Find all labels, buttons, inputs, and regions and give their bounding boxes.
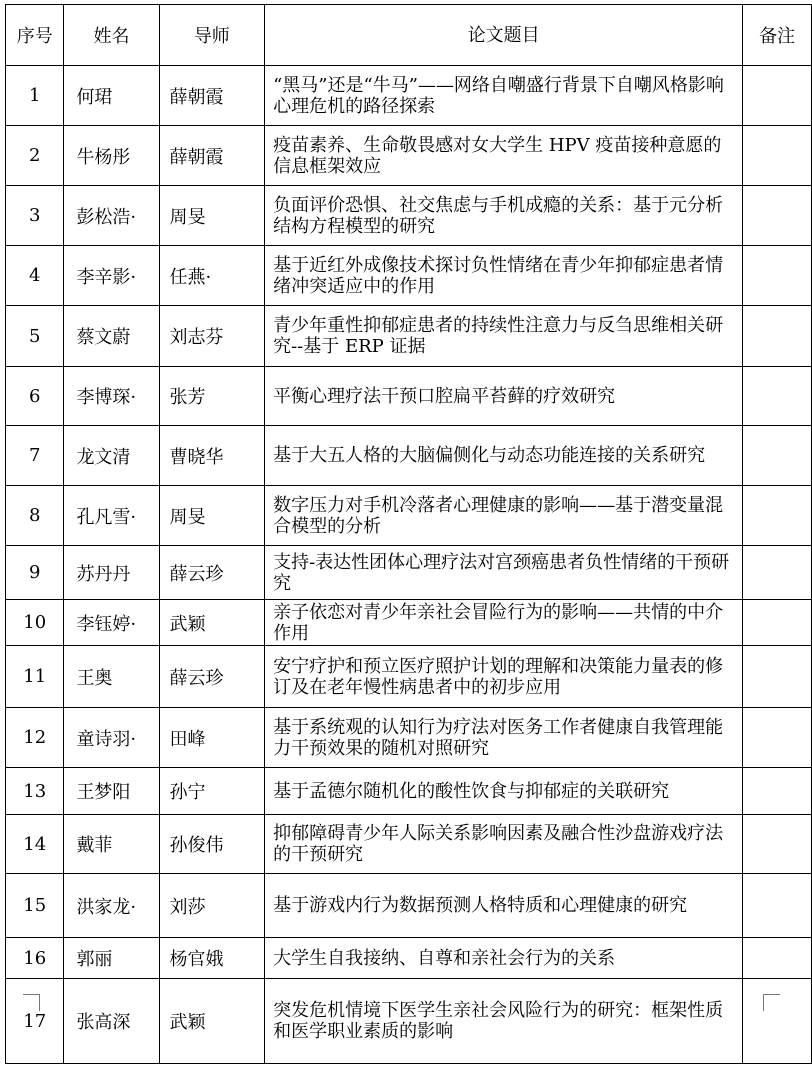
corner-mark-right — [763, 994, 780, 1011]
cell-name: 龙文清 — [64, 426, 159, 486]
cell-advisor: 刘莎 — [159, 874, 265, 938]
cell-no: 2 — [6, 126, 64, 186]
cell-advisor: 薛朝霞 — [159, 66, 265, 126]
cell-advisor: 周旻 — [159, 486, 265, 546]
header-advisor: 导师 — [159, 5, 265, 66]
cell-note — [743, 600, 812, 646]
cell-name: 张高深 — [64, 979, 159, 1064]
cell-note — [743, 486, 812, 546]
cell-no: 8 — [6, 486, 64, 546]
table-row — [6, 600, 812, 646]
cell-title: 数字压力对手机冷落者心理健康的影响——基于潜变量混合模型的分析 — [265, 486, 743, 546]
cell-no: 11 — [6, 646, 64, 708]
cell-no: 7 — [6, 426, 64, 486]
header-row — [6, 5, 812, 66]
cell-note — [743, 979, 812, 1064]
cell-title: 基于游戏内行为数据预测人格特质和心理健康的研究 — [265, 874, 743, 938]
table-row — [6, 768, 812, 815]
cell-name: 李钰婷· — [64, 600, 159, 646]
cell-no: 13 — [6, 768, 64, 815]
cell-note — [743, 768, 812, 815]
cell-no: 5 — [6, 306, 64, 367]
table-body — [6, 66, 812, 1064]
cell-title: 抑郁障碍青少年人际关系影响因素及融合性沙盘游戏疗法的干预研究 — [265, 815, 743, 874]
cell-note — [743, 426, 812, 486]
table-row — [6, 938, 812, 979]
cell-title: 支持-表达性团体心理疗法对宫颈癌患者负性情绪的干预研究 — [265, 546, 743, 600]
cell-no: 14 — [6, 815, 64, 874]
cell-advisor: 杨官娥 — [159, 938, 265, 979]
table-row — [6, 126, 812, 186]
cell-note — [743, 938, 812, 979]
cell-title: 突发危机情境下医学生亲社会风险行为的研究：框架性质和医学职业素质的影响 — [265, 979, 743, 1064]
table-row — [6, 306, 812, 367]
cell-advisor: 刘志芬 — [159, 306, 265, 367]
cell-title: 疫苗素养、生命敬畏感对女大学生 HPV 疫苗接种意愿的信息框架效应 — [265, 126, 743, 186]
cell-title: 亲子依恋对青少年亲社会冒险行为的影响——共情的中介作用 — [265, 600, 743, 646]
cell-title: 基于系统观的认知行为疗法对医务工作者健康自我管理能力干预效果的随机对照研究 — [265, 708, 743, 768]
header-no: 序号 — [6, 5, 64, 66]
cell-no: 12 — [6, 708, 64, 768]
cell-note — [743, 367, 812, 426]
cell-name: 彭松浩· — [64, 186, 159, 246]
table-row — [6, 367, 812, 426]
cell-name: 戴菲 — [64, 815, 159, 874]
cell-title: 基于大五人格的大脑偏侧化与动态功能连接的关系研究 — [265, 426, 743, 486]
table-row — [6, 815, 812, 874]
table-row — [6, 874, 812, 938]
header-name: 姓名 — [64, 5, 159, 66]
cell-name: 牛杨彤 — [64, 126, 159, 186]
cell-name: 郭丽 — [64, 938, 159, 979]
cell-advisor: 曹晓华 — [159, 426, 265, 486]
header-title: 论文题目 — [265, 5, 743, 66]
cell-name: 蔡文蔚 — [64, 306, 159, 367]
cell-name: 苏丹丹 — [64, 546, 159, 600]
cell-no: 16 — [6, 938, 64, 979]
cell-note — [743, 246, 812, 306]
cell-advisor: 薛朝霞 — [159, 126, 265, 186]
cell-note — [743, 874, 812, 938]
cell-note — [743, 126, 812, 186]
cell-note — [743, 646, 812, 708]
cell-advisor: 孙宁 — [159, 768, 265, 815]
cell-title: 基于近红外成像技术探讨负性情绪在青少年抑郁症患者情绪冲突适应中的作用 — [265, 246, 743, 306]
cell-name: 李辛影· — [64, 246, 159, 306]
cell-title: 青少年重性抑郁症患者的持续性注意力与反刍思维相关研究--基于 ERP 证据 — [265, 306, 743, 367]
header-note: 备注 — [743, 5, 812, 66]
cell-advisor: 任燕· — [159, 246, 265, 306]
table-row — [6, 708, 812, 768]
cell-title: 平衡心理疗法干预口腔扁平苔藓的疗效研究 — [265, 367, 743, 426]
cell-title: 负面评价恐惧、社交焦虑与手机成瘾的关系：基于元分析结构方程模型的研究 — [265, 186, 743, 246]
cell-title: 大学生自我接纳、自尊和亲社会行为的关系 — [265, 938, 743, 979]
cell-name: 王梦阳 — [64, 768, 159, 815]
cell-name: 王奥 — [64, 646, 159, 708]
table-row — [6, 426, 812, 486]
cell-no: 1 — [6, 66, 64, 126]
cell-advisor: 薛云珍 — [159, 646, 265, 708]
table-row — [6, 246, 812, 306]
cell-advisor: 周旻 — [159, 186, 265, 246]
table-row — [6, 546, 812, 600]
cell-name: 李博琛· — [64, 367, 159, 426]
table-row — [6, 66, 812, 126]
table-row — [6, 979, 812, 1064]
cell-no: 3 — [6, 186, 64, 246]
cell-note — [743, 546, 812, 600]
cell-no: 17 — [6, 979, 64, 1064]
table-row — [6, 486, 812, 546]
cell-advisor: 田峰 — [159, 708, 265, 768]
cell-note — [743, 708, 812, 768]
cell-advisor: 薛云珍 — [159, 546, 265, 600]
table-row — [6, 646, 812, 708]
cell-no: 15 — [6, 874, 64, 938]
cell-title: 基于孟德尔随机化的酸性饮食与抑郁症的关联研究 — [265, 768, 743, 815]
cell-name: 童诗羽· — [64, 708, 159, 768]
cell-title: 安宁疗护和预立医疗照护计划的理解和决策能力量表的修订及在老年慢性病患者中的初步应用 — [265, 646, 743, 708]
cell-title: “黑马”还是“牛马”——网络自嘲盛行背景下自嘲风格影响心理危机的路径探索 — [265, 66, 743, 126]
cell-note — [743, 306, 812, 367]
cell-advisor: 孙俊伟 — [159, 815, 265, 874]
cell-name: 洪家龙· — [64, 874, 159, 938]
cell-no: 6 — [6, 367, 64, 426]
cell-advisor: 武颖 — [159, 600, 265, 646]
thesis-table — [5, 4, 812, 1064]
cell-advisor: 张芳 — [159, 367, 265, 426]
cell-note — [743, 66, 812, 126]
cell-advisor: 武颖 — [159, 979, 265, 1064]
cell-note — [743, 186, 812, 246]
cell-no: 9 — [6, 546, 64, 600]
corner-mark-left — [23, 994, 40, 1011]
cell-no: 4 — [6, 246, 64, 306]
cell-no: 10 — [6, 600, 64, 646]
cell-name: 何珺 — [64, 66, 159, 126]
table-row — [6, 186, 812, 246]
cell-name: 孔凡雪· — [64, 486, 159, 546]
cell-note — [743, 815, 812, 874]
